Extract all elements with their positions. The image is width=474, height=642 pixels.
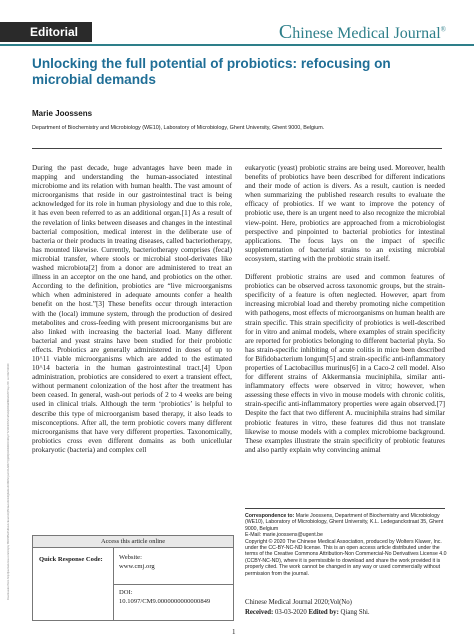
correspondence-email[interactable]: E-Mail: marie.joossens@ugent.be — [245, 532, 323, 539]
website-label: Website: — [119, 554, 142, 561]
website-link[interactable]: www.cmj.org — [119, 563, 155, 570]
download-side-note — [7, 160, 13, 600]
access-box — [32, 535, 234, 621]
body-paragraph: eukaryotic (yeast) probiotic strains are being used. Moreover, health benefits of probiotics have been described for different indications and their mode of action is divers. As a result, caution is needed when summarizing the published research results to evaluate the efficacy of probiotics. If we want to improve the potency of probiotic use, there is an urgent need to also recognize the microbial view-point. Here, probiotics are approached from a microbiologist perspective and pinpointed to bacterial probiotics for intestinal applications. The focus lays on the impact of specific supplementation of bacterial strains to an existing microbial ecosystem, starting with the probiotic strain itself. — [245, 164, 445, 263]
qr-code-label: Quick Response Code: — [39, 556, 103, 563]
access-box-row-divider — [113, 584, 233, 585]
correspondence-block — [245, 513, 450, 577]
author-affiliation: Department of Biochemistry and Microbiology (WE10), Laboratory of Microbiology, Ghent University, Ghent 9000, Belgium. — [32, 125, 325, 131]
body-paragraph: During the past decade, huge advantages have been made in mapping and understanding the human-associated intestinal microbiome and its relation with human health. The vast amount of microorganisms that reside in our gastrointestinal tract is being acknowledged for its role in human physiology and due to this role, it has even been referred to as an additional organ.[1] As a result of the revelation of links between diseases and changes in the intestinal bacterial composition, medical interest in the deliberate use of bacteria or their products in treating diseases, called bacteriotherapy, has mounted likewise. Currently, bacteriotherapy comprises (fecal) microbial transfer, where stools or microbial stool-derivates like washed microbiota[2] from a donor are administered to treat an illness in an acceptor on the one hand, and probiotics on the other. According to the definition, probiotics are “live microorganisms which when administered in adequate amounts confer a health benefit on the host.”[3] These benefits occur through interaction with the (local) immune system, through the production of desired metabolites and cross-feeding with present microorganisms but are also linked with increasing the bacterial load. Many different bacterial and yeast strains have been studied for their probiotic effects. Probiotics are generally administered in doses of up to 10^11 viable microorganisms which are added to the estimated 10^14 bacteria in the human gastrointestinal tract.[4] Upon administration, probiotics are considered to exert a transient effect, without permanent colonization of the host after the treatment has been ceased. In general, wash-out periods of 2 to 4 weeks are being used in clinical trials. Although the term ‘probiotics’ is helpful to describe this type of microorganism based therapy, it also leads to misconceptions. After all, the term probiotic covers many different microorganisms that have very different properties. Taxonomically, probiotics cross even different domains as both unicellular prokaryotic (bacteria) and complex cell — [32, 164, 232, 454]
copyright-notice: Copyright © 2020 The Chinese Medical Association, produced by Wolters Kluwer, Inc. under the CC-BY-NC-ND license. This is an open access article distributed under the terms of the Creative Commons Attribution-Non Commercial-No Derivatives License 4.0 (CCBY-NC-ND), where it is permissible to download and share the work provided it is properly cited. The work cannot be changed in any way or used commercially without permission from the journal. — [245, 538, 447, 577]
title-divider — [32, 148, 442, 149]
access-box-heading: Access this article online — [33, 536, 233, 548]
right-column — [245, 164, 445, 455]
author-name: Marie Joossens — [32, 109, 93, 118]
download-note-text: Downloaded from http://journals.lww.com/cmj by BhDMf5ePHKav1zEoum1tQfN4a+kJLhEZgbsIHo4XMi0hCywCX1AWnYQp/IlQrHD3i3D0OdRyi7TvSFl4Cf3VC4/OAVpDDa8KKGKV0Ymy+78= on 04/27/2020 — [7, 363, 10, 600]
journal-initial: C — [278, 21, 293, 43]
received-label: Received: — [245, 609, 274, 616]
correspondence-text: Marie Joossens, Department of Biochemistry and Microbiology (WE10), Laboratory of Microbiology, Ghent University, K.L. Ledeganckstraat 35, Ghent 9000, Belgium — [245, 513, 444, 532]
doi-link[interactable]: 10.1097/CM9.0000000000000849 — [119, 598, 211, 605]
journal-citation: Chinese Medical Journal 2020;Vol(No) — [245, 599, 352, 606]
article-title: Unlocking the full potential of probiotics: refocusing on microbial demands — [32, 56, 391, 87]
edited-by: Qiang Shi. — [340, 609, 370, 616]
edited-label: Edited by: — [308, 609, 339, 616]
footnote-divider — [245, 508, 445, 509]
section-label: Editorial — [0, 22, 92, 42]
registered-mark: ® — [440, 25, 446, 34]
body-paragraph: Different probiotic strains are used and common features of probiotics can be observed across taxonomic groups, but the strain-specificity of a feature is often neglected. However, apart from increasing microbial load and thereby promoting niche competition with pathogens, most effects of microorganisms on human health are strain specific. This strain specificity of probiotics is well-described for in vitro and animal models, where examples of strain specificity are reported for probiotics belonging to different bacterial phyla. So has strain-specific inhibiting of acute colitis in mice been described for Bifidobacterium longum[5] and strain-specific anti-inflammatory properties of Lactobacillus murinus[6] in a Caco-2 cell model. Also for different strains of Akkermansia muciniphila, similar anti-inflammatory effects were observed in vitro; however, when assessing these effects in vivo in mouse models with chronic colitis, strain-specific anti-inflammatory properties were again observed.[7] Despite the fact that two different A. muciniphila strains had similar probiotic features in vitro, these features did thus not translate likewise to mouse models with a complex microbiome background. These examples illustrate the strain specificity of probiotic features and also partly explain why convincing animal — [245, 273, 445, 454]
journal-name — [279, 21, 446, 44]
received-line — [245, 609, 370, 616]
journal-name-rest: hinese Medical Journal — [292, 25, 441, 42]
left-column — [32, 164, 232, 455]
received-date: 03-03-2020 — [275, 609, 307, 616]
correspondence-label: Correspondence to: — [245, 513, 295, 519]
page-number: 1 — [232, 628, 236, 636]
doi-label: DOI: — [119, 589, 133, 596]
